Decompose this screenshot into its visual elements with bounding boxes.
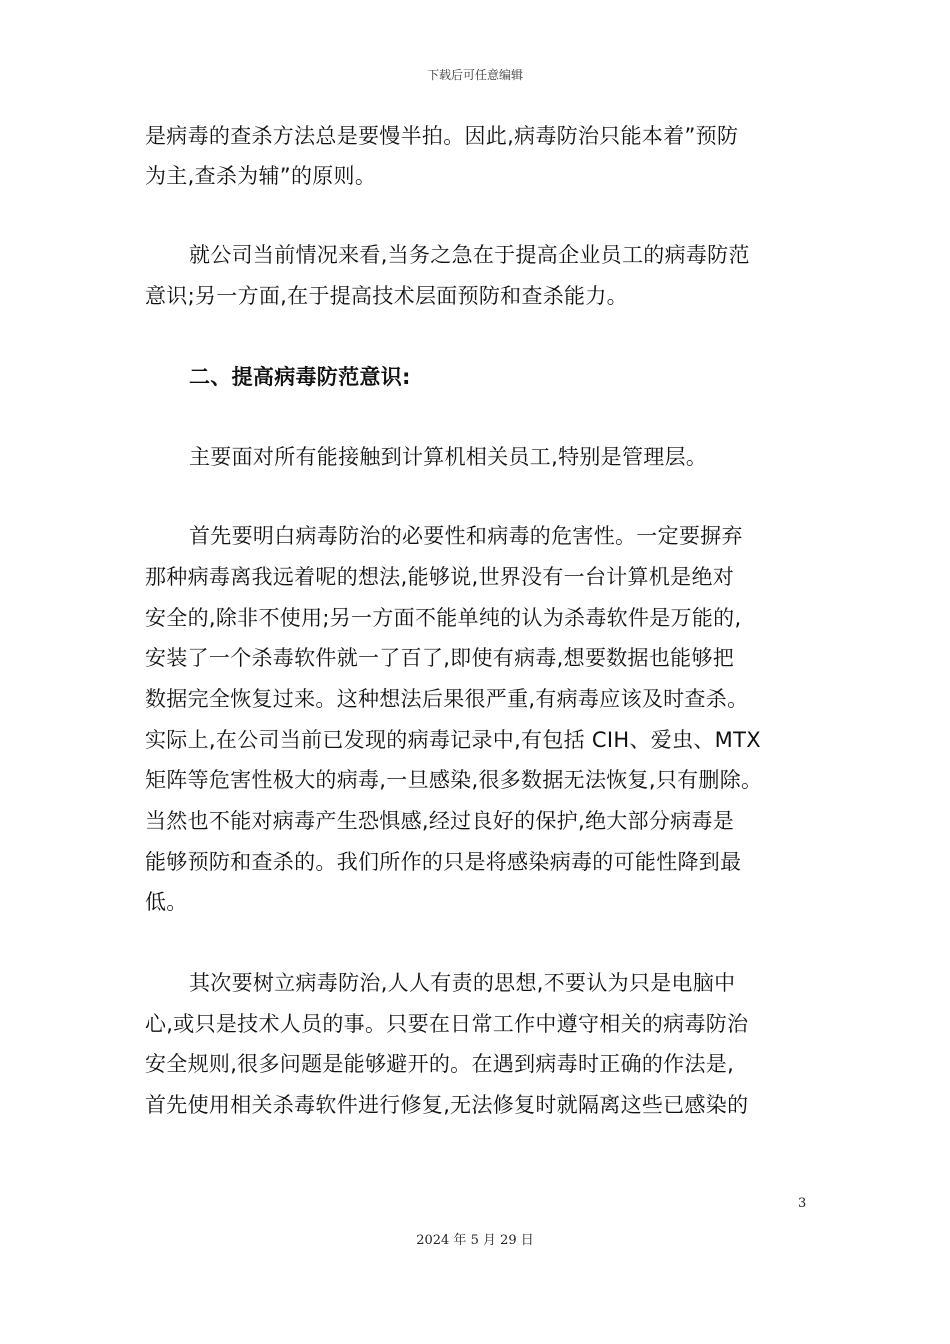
text-line: 意识;另一方面,在于提高技术层面预防和查杀能力。	[145, 284, 628, 308]
page-header: 下载后可任意编辑	[426, 68, 523, 82]
text-line: 心,或只是技术人员的事。只要在日常工作中遵守相关的病毒防治	[145, 1012, 749, 1036]
text-line: 为主,查杀为辅”的原则。	[145, 164, 377, 188]
text-line: 数据完全恢复过来。这种想法后果很严重,有病毒应该及时查杀。	[145, 687, 749, 711]
text-line: 安全的,除非不使用;另一方面不能单纯的认为杀毒软件是万能的,	[145, 606, 742, 630]
text-line: 低。	[145, 890, 188, 914]
text-line: 能够预防和查杀的。我们所作的只是将感染病毒的可能性降到最	[145, 850, 742, 874]
page-number: 3	[798, 1196, 807, 1211]
text-line: 就公司当前情况来看,当务之急在于提高企业员工的病毒防范	[189, 243, 750, 267]
text-line: 安装了一个杀毒软件就一了百了,即使有病毒,想要数据也能够把	[145, 646, 735, 670]
footer-date: 2024 年 5 月 29 日	[416, 1233, 534, 1248]
text-line: 当然也不能对病毒产生恐惧感,经过良好的保护,绝大部分病毒是	[145, 809, 735, 833]
text-line: 其次要树立病毒防治,人人有责的思想,不要认为只是电脑中	[189, 971, 736, 995]
text-line: 安全规则,很多问题是能够避开的。在遇到病毒时正确的作法是,	[145, 1052, 735, 1076]
text-line: 是病毒的查杀方法总是要慢半拍。因此,病毒防治只能本着”预防	[145, 124, 739, 148]
section-heading: 二、提高病毒防范意识:	[189, 365, 411, 389]
text-line: 首先要明白病毒防治的必要性和病毒的危害性。一定要摒弃	[189, 524, 743, 548]
text-line: 那种病毒离我远着呢的想法,能够说,世界没有一台计算机是绝对	[145, 565, 735, 589]
text-line: 首先使用相关杀毒软件进行修复,无法修复时就隔离这些已感染的	[145, 1093, 749, 1117]
text-line: 实际上,在公司当前已发现的病毒记录中,有包括 CIH、爱虫、MTX	[145, 728, 761, 752]
text-line: 矩阵等危害性极大的病毒,一旦感染,很多数据无法恢复,只有删除。	[145, 768, 763, 792]
text-line: 主要面对所有能接触到计算机相关员工,特别是管理层。	[189, 445, 708, 469]
